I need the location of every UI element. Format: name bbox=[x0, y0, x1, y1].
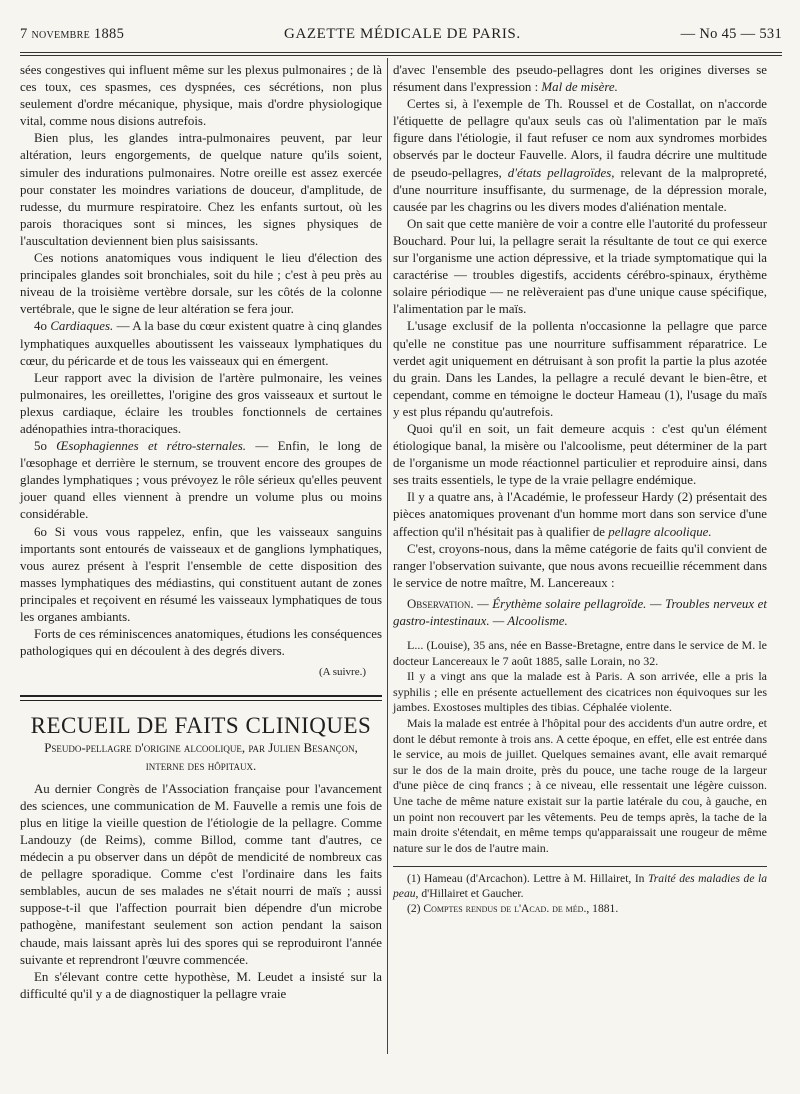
emphasis: pellagre alcoolique. bbox=[608, 524, 712, 539]
paragraph: L'usage exclusif de la pollenta n'occasionne la pellagre que parce qu'elle ne constitue pas une nourriture suffisamment réparatrice. Le verdet agit uniquement en détruisant à son profit la partie la plus azotée du grain. Dans les Landes, la pellagre a reculé devant le bien-être, et cependant, comme en témoigne le docteur Hameau (1), l'usage du maïs y est plus répandu qu'autrefois. bbox=[393, 319, 767, 419]
paragraph-text: Certes si, à l'exemple de Th. Roussel et de Costallat, on n'accorde l'étiquette de pellagre qu'aux seuls cas où l'alimentation par le maïs figure dans l'étiologie, il faut refuser ce nom aux syndromes morbides observés par le docteur Fauvelle. Alors, il faudra décrire une multitude de pseudo-pellagres, bbox=[393, 97, 767, 180]
paragraph bbox=[20, 438, 382, 523]
to-be-continued: (A suivre.) bbox=[318, 666, 366, 679]
header-rule bbox=[20, 52, 782, 53]
paragraph-text: — Enfin, le long de l'œsophage et derrière le sternum, se trouvent encore des groupes de glandes lymphatiques ; vous prévoyez le rôle sérieux qu'elles peuvent jouer quand elles viennent à prendre un volume plus ou moins considérable. bbox=[20, 439, 382, 522]
subsection-title: Œsophagiennes et rétro-sternales. bbox=[56, 439, 247, 454]
list-number: 5o bbox=[34, 439, 57, 454]
left-column bbox=[20, 62, 382, 1003]
paragraph bbox=[393, 62, 767, 96]
article-byline: Pseudo-pellagre d'origine alcoolique, par Julien Besançon, bbox=[44, 741, 358, 756]
paragraph-text: d'avec l'ensemble des pseudo-pellagres dont les origines diverses se résument dans l'expression : bbox=[393, 63, 767, 95]
footnote bbox=[393, 871, 767, 901]
paragraph bbox=[393, 489, 767, 540]
paragraph: Quoi qu'il en soit, un fait demeure acquis : c'est qu'un élément étiologique banal, la misère ou l'alcoolisme, peut déterminer de la part de l'organisme un mode réactionnel particulier et reproduire ainsi, dans ses traits essentiels, le type de la vraie pellagre endémique. bbox=[393, 421, 767, 488]
paragraph: Il y a vingt ans que la malade est à Paris. A son arrivée, elle a pris la syphilis ; elle en présente actuellement des cicatrices non équivoques sur les jambes. Exostoses multiples des tibias. Céphalée violente. bbox=[393, 669, 767, 715]
footnote: (2) Comptes rendus de l'Acad. de méd., 1881. bbox=[407, 902, 619, 916]
paragraph-text: , relevant de la malpropreté, d'une nourriture insuffisante, du surmenage, de la dépression morale, causée par les chagrins ou les divers modes d'aliénation mentale. bbox=[393, 165, 767, 214]
paragraph: sées congestives qui influent même sur les plexus pulmonaires ; de là ces toux, ces spasmes, ces dyspnées, ces sécrétions, non plus seulement d'ordre mécanique, physique, mais d'ordre physiologique vital, comme nous disions autrefois. bbox=[20, 63, 382, 129]
subsection-title: Cardiaques. bbox=[50, 319, 114, 334]
section-title: RECUEIL DE FAITS CLINIQUES bbox=[30, 713, 372, 739]
section-rule bbox=[20, 695, 382, 697]
footnote-rule bbox=[393, 866, 767, 867]
column-divider bbox=[387, 58, 388, 1054]
paragraph-text: Il y a quatre ans, à l'Académie, le professeur Hardy (2) présentait des pièces anatomiques provenant d'un homme mort dans son service d'une affection qu'il n'hésitait pas à qualifier de bbox=[393, 490, 767, 539]
paragraph: On sait que cette manière de voir a contre elle l'autorité du professeur Bouchard. Pour lui, la pellagre serait la résultante de tout ce qui exerce sur l'organisme une action dépressive, et la triade symptomatique qui la caractérise — troubles digestifs, accidents cérébro-spinaux, érythème solaire périodique — ne relèveraient pas d'une unique cause spécifique, l'alimentation par le maïs. bbox=[393, 216, 767, 317]
header-title: GAZETTE MÉDICALE DE PARIS. bbox=[284, 26, 521, 42]
paragraph-text: — A la base du cœur existent quatre à cinq glandes lymphatiques auxquelles aboutissent les vaisseaux lymphatiques du cœur, du péricarde et de tous les vaisseaux qui en émergent. bbox=[20, 319, 382, 368]
page-header bbox=[20, 26, 782, 50]
paragraph bbox=[393, 96, 767, 216]
paragraph: Ces notions anatomiques vous indiquent le lieu d'élection des principales glandes soit bronchiales, soit du hile ; c'est à peu près au niveau de la troisième vertèbre dorsale, sur les côtés de la colonne vertébrale, que le signe de leur altération se fera jour. bbox=[20, 251, 382, 317]
emphasis: d'états pellagroïdes bbox=[507, 165, 612, 180]
section-rule-2 bbox=[20, 700, 382, 701]
paragraph: Au dernier Congrès de l'Association française pour l'avancement des sciences, une communication de M. Fauvelle a remis une fois de plus en litige la vieille question de l'étiologie de la pellagre. Comme Landouzy (de Reims), comme Billod, comme tant d'autres, ce médecin a pu observer dans un dépôt de mendicité de nombreux cas de pellagre sporadique. Comme c'est l'ordinaire dans les faits semblables, aucun de ses malades ne s'était nourri de maïs ; aussi suppose-t-il que l'affection pourrait bien dépendre d'un microbe pathogène, manifestant seulement son action pendant la saison chaude, mais laissant après lui des spores qui se reproduiront l'année suivante et reprendront l'œuvre commencée. bbox=[20, 781, 382, 967]
footnote-emphasis: Traité des maladies de la peau bbox=[393, 872, 767, 901]
observation-heading bbox=[393, 596, 767, 630]
footnote-text: (1) Hameau (d'Arcachon). Lettre à M. Hillairet, In bbox=[407, 872, 648, 886]
observation-body bbox=[393, 638, 767, 856]
observation-label: Observation. bbox=[407, 596, 474, 611]
paragraph: En s'élevant contre cette hypothèse, M. Leudet a insisté sur la difficulté qu'il y a de diagnostiquer la pellagre vraie bbox=[20, 969, 382, 1001]
paragraph: L... (Louise), 35 ans, née en Basse-Bretagne, entre dans le service de M. le docteur Lancereaux le 7 août 1885, salle Lorain, no 32. bbox=[393, 638, 767, 668]
article-byline-affiliation: interne des hôpitaux. bbox=[145, 758, 257, 773]
right-column bbox=[393, 62, 767, 916]
observation-title: — Érythème solaire pellagroïde. — Troubles nerveux et gastro-intestinaux. — Alcoolisme. bbox=[393, 596, 767, 628]
paragraph: Mais la malade est entrée à l'hôpital pour des accidents d'un autre ordre, et dont le début remonte à trois ans. A cette époque, en effet, elle est entrée dans le service, au mois de juillet. Quelques semaines avant, elle avait remarqué sur le dos de la main droite, près du pouce, une tache rouge de la largeur d'une pièce de cinq francs ; à ce niveau, elle ressentait une légère cuisson. Une tache de même nature existait sur la partie latérale du cou, à gauche, en un point non recouvert par les vêtements. Peu de temps après, la tache de la main droite s'étendait, en même temps qu'apparaissait une rougeur de même nature sur le dos de l'autre main. bbox=[393, 716, 767, 855]
paragraph: Bien plus, les glandes intra-pulmonaires peuvent, par leur altération, leurs engorgements, de quelque nature qu'ils soient, simuler des indurations pulmonaires. Notre oreille est assez exercée pour constater les moindres variations de douceur, d'amplitude, de rudesse, du murmure respiratoire. Chez les enfants surtout, où les parois thoraciques sont si minces, les signes physiques de l'auscultation deviennent bien plus saisissants. bbox=[20, 131, 382, 248]
header-rule-2 bbox=[20, 55, 782, 56]
emphasis: Mal de misère. bbox=[541, 80, 618, 95]
paragraph bbox=[20, 318, 382, 369]
header-issue: — No 45 — 531 bbox=[680, 26, 782, 42]
paragraph: 6o Si vous vous rappelez, enfin, que les vaisseaux sanguins importants sont entourés de vaisseaux et de ganglions lymphatiques, vous aurez présent à l'esprit l'ensemble de cette disposition des masses lymphatiques des médiastins, qui constituent autant de zones principales et reçoivent en résumé les vaisseaux lymphatiques de tous les organes ambiants. bbox=[20, 524, 382, 624]
header-date: 7 novembre 1885 bbox=[20, 26, 125, 42]
list-number: 4o bbox=[34, 319, 51, 334]
paragraph: C'est, croyons-nous, dans la même catégorie de faits qu'il convient de ranger l'observation suivante, que nous avons recueillie récemment dans le service de notre maître, M. Lancereaux : bbox=[393, 541, 767, 590]
paragraph: Forts de ces réminiscences anatomiques, étudions les conséquences pathologiques qui en découlent à des degrés divers. bbox=[20, 627, 382, 659]
footnote-text: , d'Hillairet et Gaucher. bbox=[415, 887, 524, 901]
paragraph: Leur rapport avec la division de l'artère pulmonaire, les veines pulmonaires, les oreillettes, l'origine des gros vaisseaux et surtout le plexus cardiaque, éclaire les troubles fonctionnels de certaines adénopathies intra-thoraciques. bbox=[20, 370, 382, 436]
